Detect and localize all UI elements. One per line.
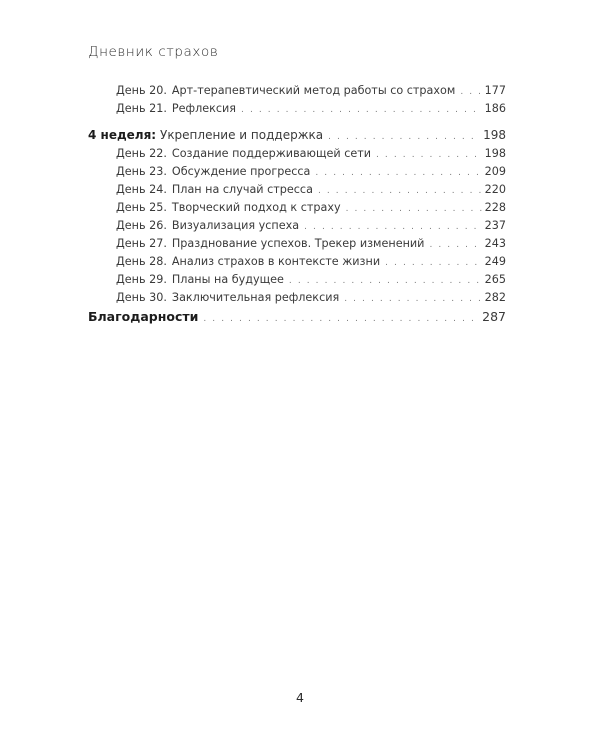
toc-entry-page: 249: [484, 255, 506, 268]
toc-entry-title: Рефлексия: [171, 102, 237, 115]
week-page: 198: [483, 128, 506, 142]
toc-entry-day: День 24.: [116, 183, 167, 196]
toc-entry[interactable]: [88, 181, 506, 199]
toc-entry-day: День 20.: [116, 84, 167, 97]
toc-entry-page: 237: [484, 219, 506, 232]
toc-entry-page: 177: [484, 84, 506, 97]
toc-entry[interactable]: [88, 235, 506, 253]
toc-entry-day: День 23.: [116, 165, 167, 178]
toc-entry-page: 243: [484, 237, 506, 250]
toc-entry-page: 228: [484, 201, 506, 214]
toc-entry[interactable]: [88, 199, 506, 217]
page-number: 4: [296, 690, 304, 705]
toc-entry-title: Празднование успехов. Трекер изменений: [171, 237, 425, 250]
dot-leader: [304, 218, 482, 236]
toc-entry-title: Творческий подход к страху: [171, 201, 341, 214]
thanks-page: 287: [482, 309, 506, 324]
toc-entry-title: План на случай стресса: [171, 183, 313, 196]
toc-thanks-section: [88, 307, 506, 327]
toc-entry-day: День 30.: [116, 291, 167, 304]
toc-entry[interactable]: [88, 271, 506, 289]
toc-week-4-section: [88, 125, 506, 307]
week-label: 4 неделя:: [88, 128, 157, 142]
thanks-label: Благодарности: [88, 309, 199, 324]
toc-entry-page: 186: [484, 102, 506, 115]
dot-leader: [318, 182, 482, 200]
toc-entry-title: Анализ страхов в контексте жизни: [171, 255, 381, 268]
toc-entry[interactable]: [88, 100, 506, 118]
toc-entry[interactable]: [88, 163, 506, 181]
toc-entry[interactable]: [88, 145, 506, 163]
dot-leader: [376, 146, 482, 164]
toc-entry[interactable]: [88, 289, 506, 307]
toc-entry-day: День 25.: [116, 201, 167, 214]
toc-entry-day: День 28.: [116, 255, 167, 268]
dot-leader: [315, 164, 481, 182]
dot-leader: [289, 272, 482, 290]
dot-leader: [344, 290, 481, 308]
toc-entry-page: 282: [484, 291, 506, 304]
toc-entry-page: 198: [484, 147, 506, 160]
dot-leader: [385, 254, 482, 272]
toc-top-section: [88, 82, 506, 118]
toc-entry-title: Планы на будущее: [171, 273, 284, 286]
toc-entry-day: День 26.: [116, 219, 167, 232]
dot-leader: [346, 200, 482, 218]
running-header: Дневник страхов: [88, 44, 219, 60]
toc-entry-title: Арт-терапевтический метод работы со страхом: [171, 84, 456, 97]
toc-thanks-entry[interactable]: [88, 307, 506, 327]
toc-entry[interactable]: [88, 82, 506, 100]
toc-entry-day: День 22.: [116, 147, 167, 160]
toc-entry-title: Обсуждение прогресса: [171, 165, 311, 178]
toc-entry-day: День 21.: [116, 102, 167, 115]
toc-entry-title: Создание поддерживающей сети: [171, 147, 372, 160]
dot-leader: [203, 309, 479, 329]
toc-entry-page: 209: [484, 165, 506, 178]
toc-entry-day: День 27.: [116, 237, 167, 250]
toc-entry[interactable]: [88, 253, 506, 271]
dot-leader: [241, 101, 482, 119]
dot-leader: [328, 127, 480, 147]
toc-entry-page: 265: [484, 273, 506, 286]
dot-leader: [429, 236, 481, 254]
toc-entry-title: Заключительная рефлексия: [171, 291, 340, 304]
toc-entry-day: День 29.: [116, 273, 167, 286]
toc-entry-title: Визуализация успеха: [171, 219, 300, 232]
toc-entry[interactable]: [88, 217, 506, 235]
dot-leader: [460, 83, 481, 101]
week-title: Укрепление и поддержка: [160, 128, 324, 142]
toc-entry-page: 220: [484, 183, 506, 196]
toc-week-heading[interactable]: [88, 125, 506, 145]
